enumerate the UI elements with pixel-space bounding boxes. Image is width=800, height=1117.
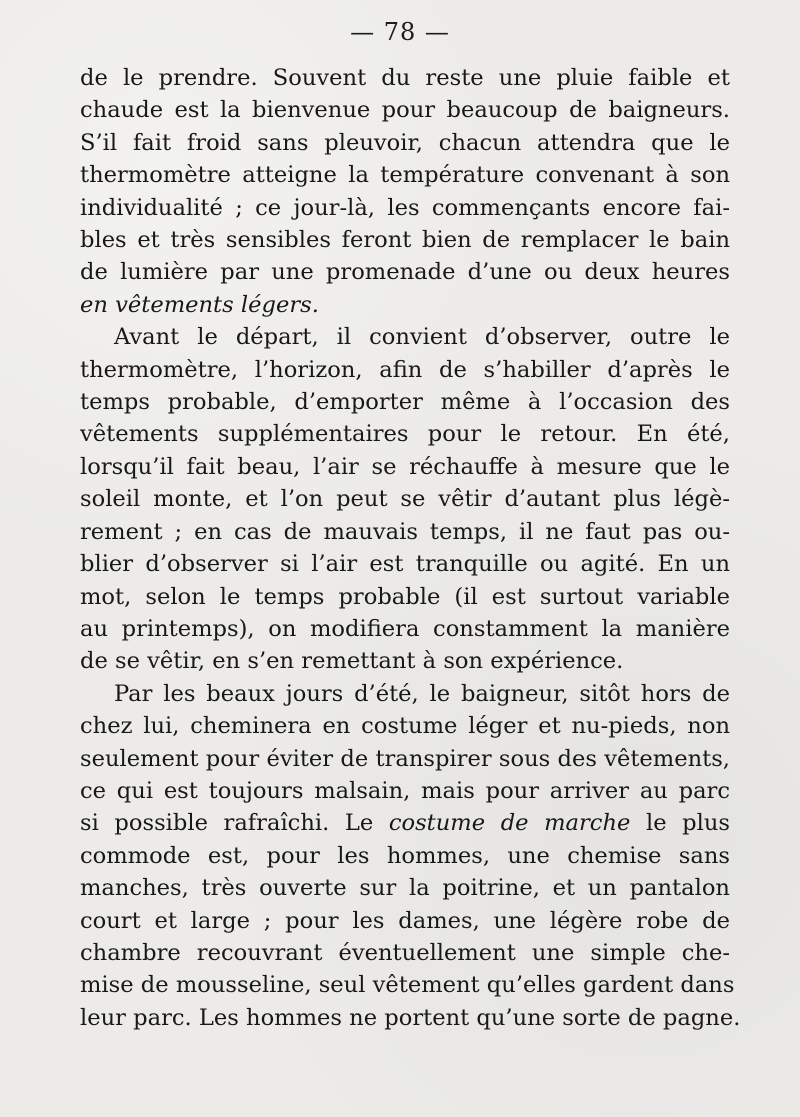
text-line: individualité ; ce jour-là, les commençants encore fai-: [80, 194, 730, 221]
text-line: chez lui, cheminera en costume léger et nu-pieds, non: [80, 713, 730, 740]
text-line: thermomètre, l’horizon, afin de s’habiller d’après le: [80, 356, 730, 383]
text-line: en vêtements légers.: [80, 291, 319, 318]
text-line: temps probable, d’emporter même à l’occasion des: [80, 389, 730, 416]
text-line: mot, selon le temps probable (il est surtout variable: [80, 583, 730, 610]
text-segment: si possible rafraîchi. Le: [80, 810, 389, 837]
text-line: seulement pour éviter de transpirer sous des vêtements,: [80, 745, 730, 772]
text-line: commode est, pour les hommes, une chemise sans: [80, 842, 730, 869]
text-line: de le prendre. Souvent du reste une pluie faible et: [80, 65, 730, 91]
text-line: manches, très ouverte sur la poitrine, et un pantalon: [80, 875, 730, 902]
text-line: lorsqu’il fait beau, l’air se réchauffe à mesure que le: [80, 453, 730, 480]
text-line: bles et très sensibles feront bien de remplacer le bain: [80, 227, 730, 254]
text-line: chaude est la bienvenue pour beaucoup de baigneurs.: [80, 97, 730, 124]
text-line: Avant le départ, il convient d’observer, outre le: [114, 324, 730, 351]
italic-phrase: costume de marche: [388, 810, 631, 837]
text-line: ce qui est toujours malsain, mais pour arriver au parc: [80, 777, 730, 804]
text-line: leur parc. Les hommes ne portent qu’une sorte de pagne.: [80, 1004, 741, 1031]
body-text: [80, 62, 741, 1034]
text-line: Par les beaux jours d’été, le baigneur, sitôt hors de: [114, 680, 730, 707]
text-line: S’il fait froid sans pleuvoir, chacun attendra que le: [80, 129, 730, 156]
text-line: court et large ; pour les dames, une légère robe de: [80, 907, 730, 934]
text-line: thermomètre atteigne la température convenant à son: [80, 162, 730, 189]
text-line: soleil monte, et l’on peut se vêtir d’autant plus légè-: [80, 486, 730, 513]
text-line: vêtements supplémentaires pour le retour. En été,: [80, 421, 730, 448]
page-number: — 78 —: [350, 18, 450, 46]
text-line: de se vêtir, en s’en remettant à son expérience.: [80, 648, 624, 675]
text-line: de lumière par une promenade d’une ou deux heures: [80, 259, 730, 286]
text-line: rement ; en cas de mauvais temps, il ne faut pas ou-: [80, 518, 730, 545]
text-line: au printemps), on modifiera constamment la manière: [80, 615, 730, 642]
text-segment: le plus: [630, 810, 730, 837]
text-line: mise de mousseline, seul vêtement qu’elles gardent dans: [80, 972, 735, 999]
text-line: chambre recouvrant éventuellement une simple che-: [80, 939, 730, 966]
text-line-with-italic: [80, 807, 730, 839]
text-line: blier d’observer si l’air est tranquille ou agité. En un: [80, 551, 730, 578]
